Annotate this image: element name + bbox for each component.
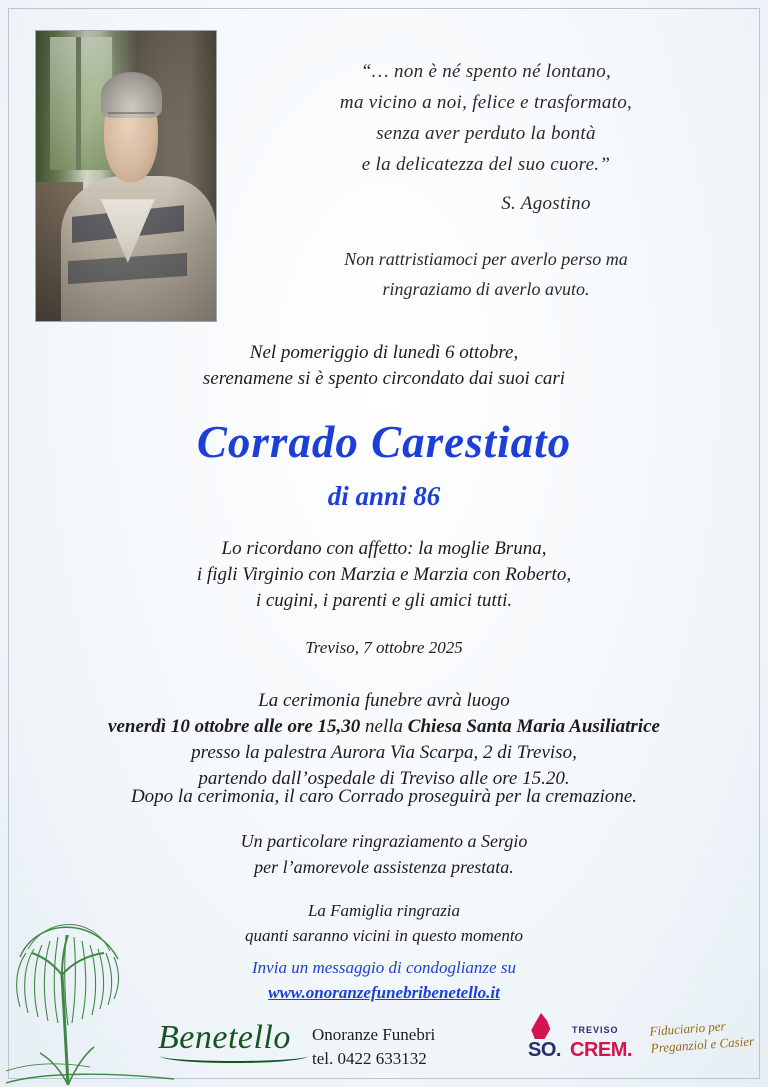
socrem-treviso-label: TREVISO — [572, 1025, 619, 1035]
condolences-prompt: Invia un messaggio di condoglianze su — [252, 958, 516, 977]
quote-author: S. Agostino — [501, 193, 591, 214]
quote-line-3: senza aver perduto la bontà — [376, 123, 596, 144]
photo-vignette — [36, 31, 216, 321]
quote-line-4: e la delicatezza del suo cuore.” — [361, 154, 611, 175]
ceremony-details — [0, 688, 768, 792]
fiduciario-line-1: Fiduciario per — [649, 1018, 727, 1039]
funeral-service-info — [312, 1023, 435, 1071]
deceased-photo — [35, 30, 217, 322]
surviving-family-block — [0, 536, 768, 614]
quote-line-1: “… non è né spento né lontano, — [360, 61, 612, 82]
family-line-3: i cugini, i parenti e gli amici tutti. — [255, 590, 513, 611]
special-thanks-line-2: per l’amorevole assistenza prestata. — [254, 857, 514, 877]
intro-line-1: Nel pomeriggio di lunedì 6 ottobre, — [249, 342, 519, 363]
special-thanks-line-1: Un particolare ringraziamento a Sergio — [240, 831, 528, 851]
family-thanks-line-2: quanti saranno vicini in questo momento — [244, 926, 524, 945]
place-and-date: Treviso, 7 ottobre 2025 — [305, 638, 463, 657]
deceased-name: Corrado Carestiato — [196, 417, 572, 467]
socrem-so-label: SO. — [528, 1039, 561, 1061]
ceremony-connector: nella — [360, 716, 408, 737]
thanks-intro-line-1: Non rattristiamoci per averlo perso ma — [344, 249, 628, 269]
ceremony-datetime: venerdì 10 ottobre alle ore 15,30 — [108, 716, 361, 737]
family-line-2: i figli Virginio con Marzia e Marzia con Roberto, — [196, 564, 572, 585]
service-phone: tel. 0422 633132 — [312, 1049, 427, 1068]
ceremony-line-3: presso la palestra Aurora Via Scarpa, 2 di Treviso, — [191, 742, 577, 763]
ceremony-church: Chiesa Santa Maria Ausiliatrice — [407, 716, 660, 737]
socrem-crem-label: CREM. — [570, 1039, 632, 1061]
death-announcement-intro — [0, 340, 768, 392]
thanks-intro-block — [216, 244, 756, 304]
family-thanks-line-1: La Famiglia ringrazia — [307, 901, 461, 920]
condolences-website-link[interactable]: www.onoranzefunebribenetello.it — [268, 983, 500, 1002]
family-line-1: Lo ricordano con affetto: la moglie Bruna, — [221, 538, 547, 559]
fiduciario-note — [649, 1015, 755, 1056]
benetello-logo — [158, 1019, 291, 1057]
after-ceremony-note: Dopo la cerimonia, il caro Corrado proseguirà per la cremazione. — [130, 786, 638, 807]
thanks-intro-line-2: ringraziamo di averlo avuto. — [382, 279, 590, 299]
ceremony-line-2 — [0, 714, 768, 740]
quote-line-2: ma vicino a noi, felice e trasformato, — [339, 92, 633, 113]
intro-line-2: serenamene si è spento circondato dai suoi cari — [202, 368, 566, 389]
fiduciario-line-2: Preganziol e Casier — [650, 1033, 755, 1056]
ceremony-line-1: La cerimonia funebre avrà luogo — [258, 690, 510, 711]
flame-icon — [530, 1013, 552, 1039]
quote-block — [216, 56, 756, 219]
footer — [0, 1007, 768, 1079]
deceased-age: di anni 86 — [327, 481, 441, 511]
ceremony-line-4: partendo dall’ospedale di Treviso alle ore 15.20. — [198, 768, 570, 789]
service-name: Onoranze Funebri — [312, 1025, 436, 1044]
benetello-wordmark: Benetello — [158, 1019, 291, 1056]
benetello-swash — [160, 1049, 308, 1063]
